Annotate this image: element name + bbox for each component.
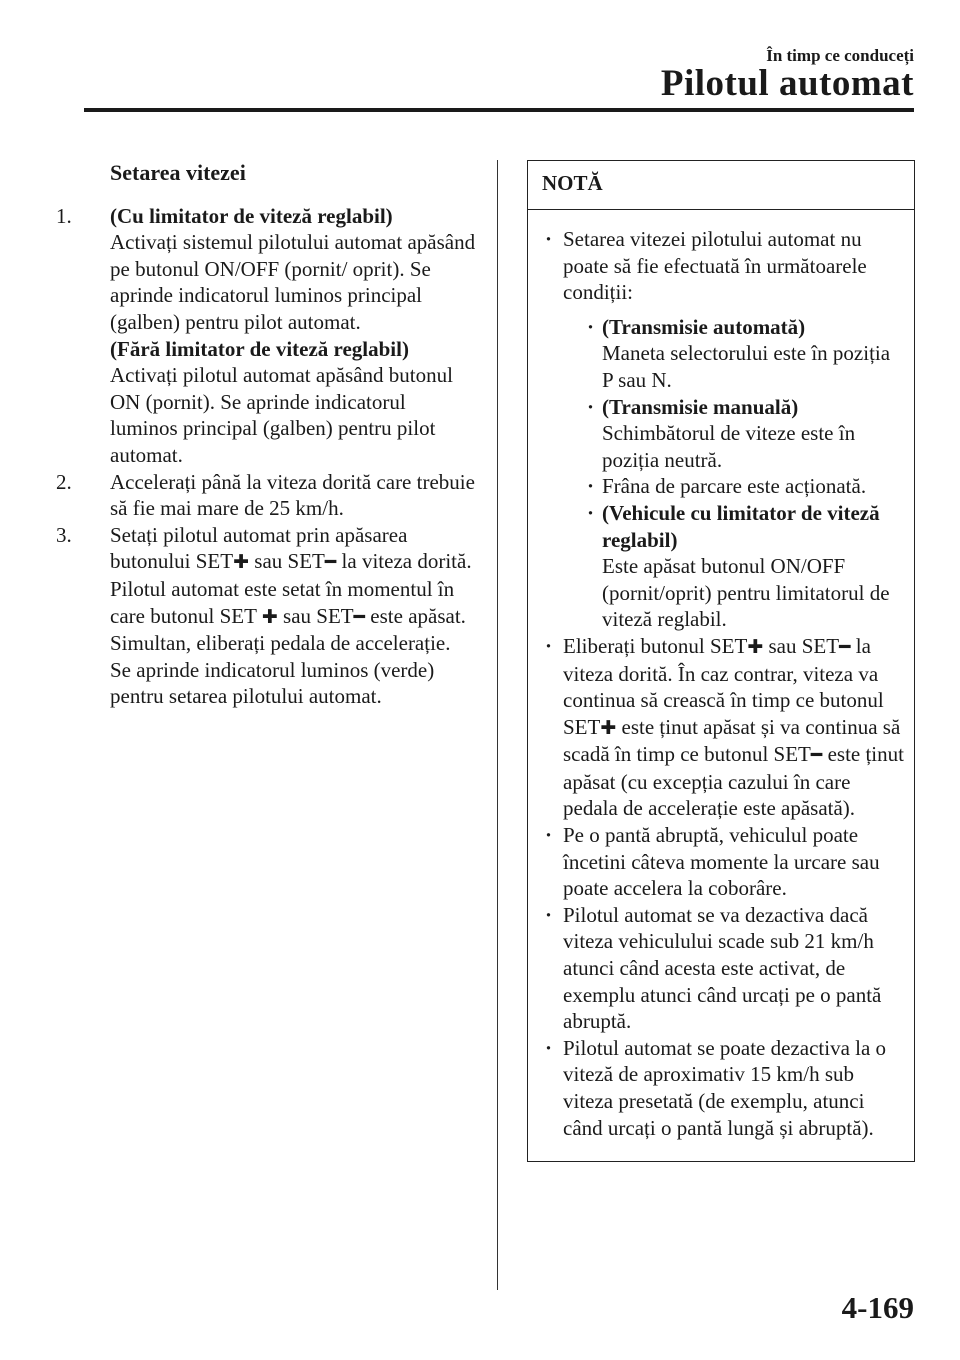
step-1-variant-b-title: (Fără limitator de viteză reglabil)	[110, 336, 409, 361]
step-2-text: Accelerați până la viteza dorită care trebuie să fie mai mare de 25 km/h.	[110, 469, 475, 521]
note-subitem: · (Transmisie manuală) Schimbătorul de viteze este în poziția neutră.	[584, 394, 904, 474]
step-3-text: Setați pilotul automat prin apăsarea butonului SET✚ sau SET━ la viteza dorită. Pilotul automat este setat în momentul în care butonul SET ✚ sau SET━ este apăsat. Simultan, eliberați pedala de accelerație. Se aprinde indicatorul luminos (verde) pentru setarea pilotului automat.	[110, 522, 472, 709]
note-item: · Pilotul automat se poate dezactiva la o viteză de aproximativ 15 km/h sub viteza presetată (de exemplu, atunci când urcați o pantă lungă și abruptă).	[542, 1035, 904, 1141]
step-1-variant-b-text: Activați pilotul automat apăsând butonul ON (pornit). Se aprinde indicatorul luminos principal (galben) pentru pilot automat.	[110, 363, 453, 467]
set-plus-icon: ✚	[747, 635, 764, 658]
step-3	[56, 522, 476, 710]
note-subitem: · Frâna de parcare este acționată.	[584, 473, 904, 500]
column-divider	[497, 160, 498, 1290]
note-sublist	[563, 314, 904, 633]
step-2	[56, 469, 476, 522]
set-minus-icon: ━	[353, 605, 366, 628]
note-item: · Pilotul automat se va dezactiva dacă viteza vehiculului scade sub 21 km/h atunci când acesta este activat, de exemplu atunci când urcați pe o pantă abruptă.	[542, 902, 904, 1035]
note-subitem-title: · (Transmisie manuală)	[602, 394, 799, 419]
page-title: Pilotul automat	[660, 63, 914, 104]
note-box	[527, 160, 915, 1162]
step-number: 3.	[56, 522, 72, 547]
left-column	[56, 160, 476, 710]
section-heading: Setarea vitezei	[110, 160, 246, 185]
note-subitem: · (Transmisie automată) Maneta selectorului este în poziția P sau N.	[584, 314, 904, 394]
note-item: · Eliberați butonul SET✚ sau SET━ la viteza dorită. În caz contrar, viteza va continua să crească în timp ce butonul SET✚ este ținut apăsat și va continua să scadă în timp ce butonul SET━ este ținut apăsat (cu excepția cazului în care pedala de accelerație este apăsată).	[542, 633, 904, 822]
step-1-variant-a-text: Activați sistemul pilotului automat apăsând pe butonul ON/OFF (pornit/ oprit). Se aprinde indicatorul luminos principal (galben) pentru pilot automat.	[110, 230, 476, 334]
note-subitem: · (Vehicule cu limitator de viteză reglabil) Este apăsat butonul ON/OFF (pornit/oprit) pentru limitatorul de viteză reglabil.	[584, 500, 904, 633]
header-rule	[84, 108, 914, 112]
note-subitem-title: · (Vehicule cu limitator de viteză reglabil)	[602, 500, 880, 552]
set-minus-icon: ━	[324, 551, 337, 574]
set-plus-icon: ✚	[600, 716, 617, 739]
note-item: · Setarea vitezei pilotului automat nu poate să fie efectuată în următoarele condiții: · (Transmisie automată) Maneta selectorului este în poziția P sau N. · (Transmisie manuală) Schimbătorul de viteze este în poziția neutră. · Frâna de parcare este acționată. · (Vehicule cu limitator de viteză reglabil) Este apăsat butonul ON/OFF (pornit/oprit) pentru limitatorul de viteză reglabil.	[542, 226, 904, 633]
set-minus-icon: ━	[839, 635, 851, 658]
set-plus-icon: ✚	[233, 551, 250, 574]
note-item: · Pe o pantă abruptă, vehiculul poate încetini câteva momente la urcare sau poate accelera la coborâre.	[542, 822, 904, 902]
step-number: 2.	[56, 469, 72, 494]
step-number: 1.	[56, 203, 72, 228]
watermark: carmanualsonline.info	[674, 1324, 940, 1352]
note-title: NOTĂ	[528, 161, 914, 210]
set-minus-icon: ━	[810, 744, 823, 767]
set-plus-icon: ✚	[261, 605, 278, 628]
section-label: În timp ce conduceți	[766, 46, 914, 65]
page-number: 4-169	[841, 1290, 914, 1325]
step-1	[56, 203, 476, 469]
note-subitem-title: · (Transmisie automată)	[602, 314, 806, 339]
step-1-variant-a-title: (Cu limitator de viteză reglabil)	[110, 203, 393, 228]
